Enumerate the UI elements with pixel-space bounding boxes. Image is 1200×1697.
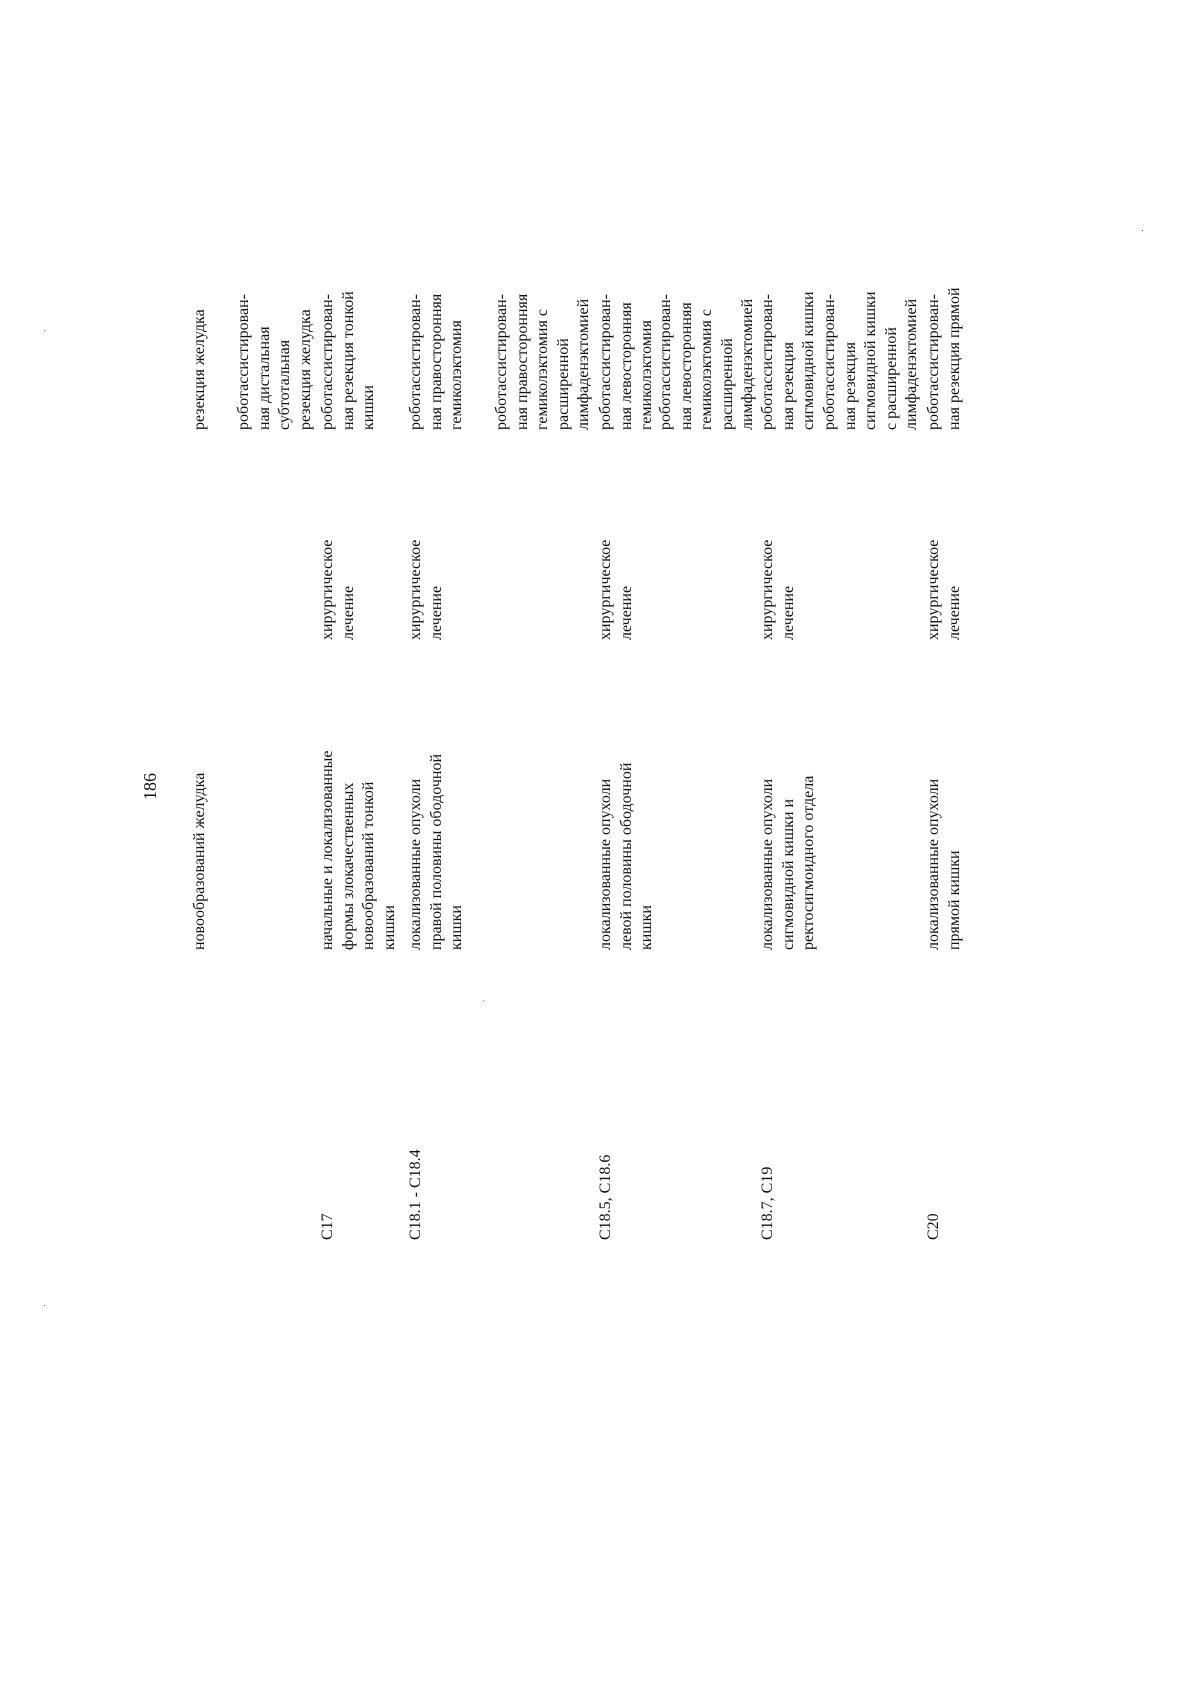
treatment-method: роботассистирован- ная левосторонняя гемиколэктомия с расширенной лимфаденэктомией — [657, 294, 756, 430]
diagnosis: локализованные опухоли левой половины ободочной кишки — [597, 762, 655, 950]
scan-speck — [1142, 230, 1143, 231]
diagnosis: начальные и локализованные формы злокачественных новообразований тонкой кишки — [319, 750, 398, 950]
treatment-method: резекция желудка — [191, 309, 208, 430]
scan-speck — [483, 1000, 484, 1001]
scan-speck — [44, 1305, 45, 1306]
scan-speck — [44, 330, 45, 331]
treatment-method: роботассистирован- ная резекция прямой — [925, 287, 963, 430]
icd-code: C18.7, C19 — [759, 1166, 776, 1240]
treatment-type: хирургическое лечение — [407, 539, 445, 640]
diagnosis: локализованные опухоли прямой кишки — [925, 778, 963, 950]
icd-code: C18.5, C18.6 — [597, 1154, 614, 1240]
treatment-type: хирургическое лечение — [319, 539, 357, 640]
treatment-type: хирургическое лечение — [597, 539, 635, 640]
diagnosis: новообразований желудка — [191, 772, 208, 950]
treatment-method: роботассистирован- ная резекция тонкой кишки — [319, 291, 377, 430]
treatment-method: роботассистирован- ная правосторонняя гемиколэктомия — [407, 293, 465, 430]
treatment-method: роботассистирован- ная дистальная субтотальная резекция желудка — [235, 294, 314, 430]
icd-code: C18.1 - C18.4 — [407, 1149, 424, 1240]
treatment-method: роботассистирован- ная резекция сигмовидной кишки с расширенной лимфаденэктомией — [821, 291, 920, 430]
treatment-type: хирургическое лечение — [759, 539, 797, 640]
icd-code: C17 — [319, 1213, 336, 1240]
treatment-method: роботассистирован- ная правосторонняя гемиколэктомия с расширенной лимфаденэктомией — [493, 293, 592, 430]
icd-code: C20 — [925, 1213, 942, 1240]
treatment-method: роботассистирован- ная левосторонняя гемиколэктомия — [597, 294, 655, 430]
page-number: 186 — [140, 773, 160, 800]
treatment-method: роботассистирован- ная резекция сигмовидной кишки — [759, 291, 817, 430]
diagnosis: локализованные опухоли сигмовидной кишки и ректосигмоидного отдела — [759, 775, 817, 950]
treatment-type: хирургическое лечение — [925, 539, 963, 640]
rotated-page — [140, 220, 1140, 1240]
diagnosis: локализованные опухоли правой половины ободочной кишки — [407, 753, 465, 950]
